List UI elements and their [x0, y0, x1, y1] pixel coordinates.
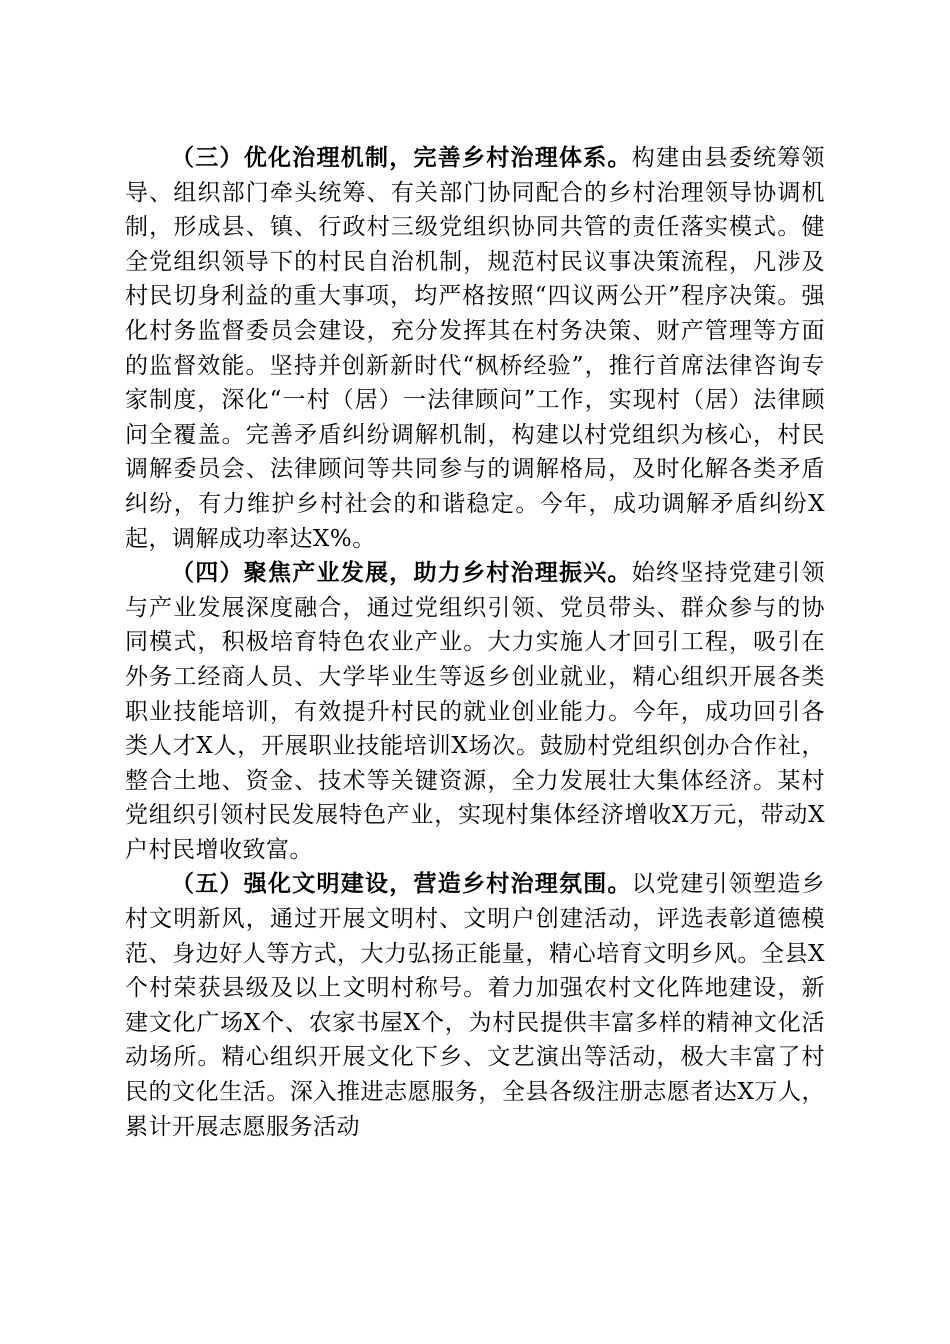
section-heading-five: （五）强化文明建设，营造乡村治理氛围。 — [171, 870, 632, 898]
paragraph-industry-development — [125, 556, 825, 867]
section-heading-three: （三）优化治理机制，完善乡村治理体系。 — [171, 144, 632, 171]
paragraph-body-three: 构建由县委统筹领导、组织部门牵头统筹、有关部门协同配合的乡村治理领导协调机制，形成县、镇、行政村三级党组织协同共管的责任落实模式。健全党组织领导下的村民自治机制，规范村民议事决策流程，凡涉及村民切身利益的重大事项，均严格按照“四议两公开”程序决策。强化村务监督委员会建设，充分发挥其在村务决策、财产管理等方面的监督效能。坚持并创新新时代“枫桥经验”，推行首席法律咨询专家制度，深化“一村（居）一法律顾问”工作，实现村（居）法律顾问全覆盖。完善矛盾纠纷调解机制，构建以村党组织为核心，村民调解委员会、法律顾问等共同参与的调解格局，及时化解各类矛盾纠纷，有力维护乡村社会的和谐稳定。今年，成功调解矛盾纠纷X起，调解成功率达X%。 — [125, 145, 825, 552]
paragraph-body-four: 始终坚持党建引领与产业发展深度融合，通过党组织引领、党员带头、群众参与的协同模式，积极培育特色农业产业。大力实施人才回引工程，吸引在外务工经商人员、大学毕业生等返乡创业就业，精心组织开展各类职业技能培训，有效提升村民的就业创业能力。今年，成功回引各类人才X人，开展职业技能培训X场次。鼓励村党组织创办合作社，整合土地、资金、技术等关键资源，全力发展壮大集体经济。某村党组织引领村民发展特色产业，实现村集体经济增收X万元，带动X户村民增收致富。 — [125, 560, 825, 863]
section-heading-four: （四）聚焦产业发展，助力乡村治理振兴。 — [171, 559, 632, 587]
document-page — [125, 141, 825, 1144]
paragraph-civilization-building — [125, 867, 825, 1144]
paragraph-body-five: 以党建引领塑造乡村文明新风，通过开展文明村、文明户创建活动，评选表彰道德模范、身边好人等方式，大力弘扬正能量，精心培育文明乡风。全县X个村荣获县级及以上文明村称号。着力加强农村文化阵地建设，新建文化广场X个、农家书屋X个，为村民提供丰富多样的精神文化活动场所。精心组织开展文化下乡、文艺演出等活动，极大丰富了村民的文化生活。深入推进志愿服务，全县各级注册志愿者达X万人，累计开展志愿服务活动 — [125, 871, 825, 1140]
paragraph-governance-mechanism — [125, 141, 825, 556]
